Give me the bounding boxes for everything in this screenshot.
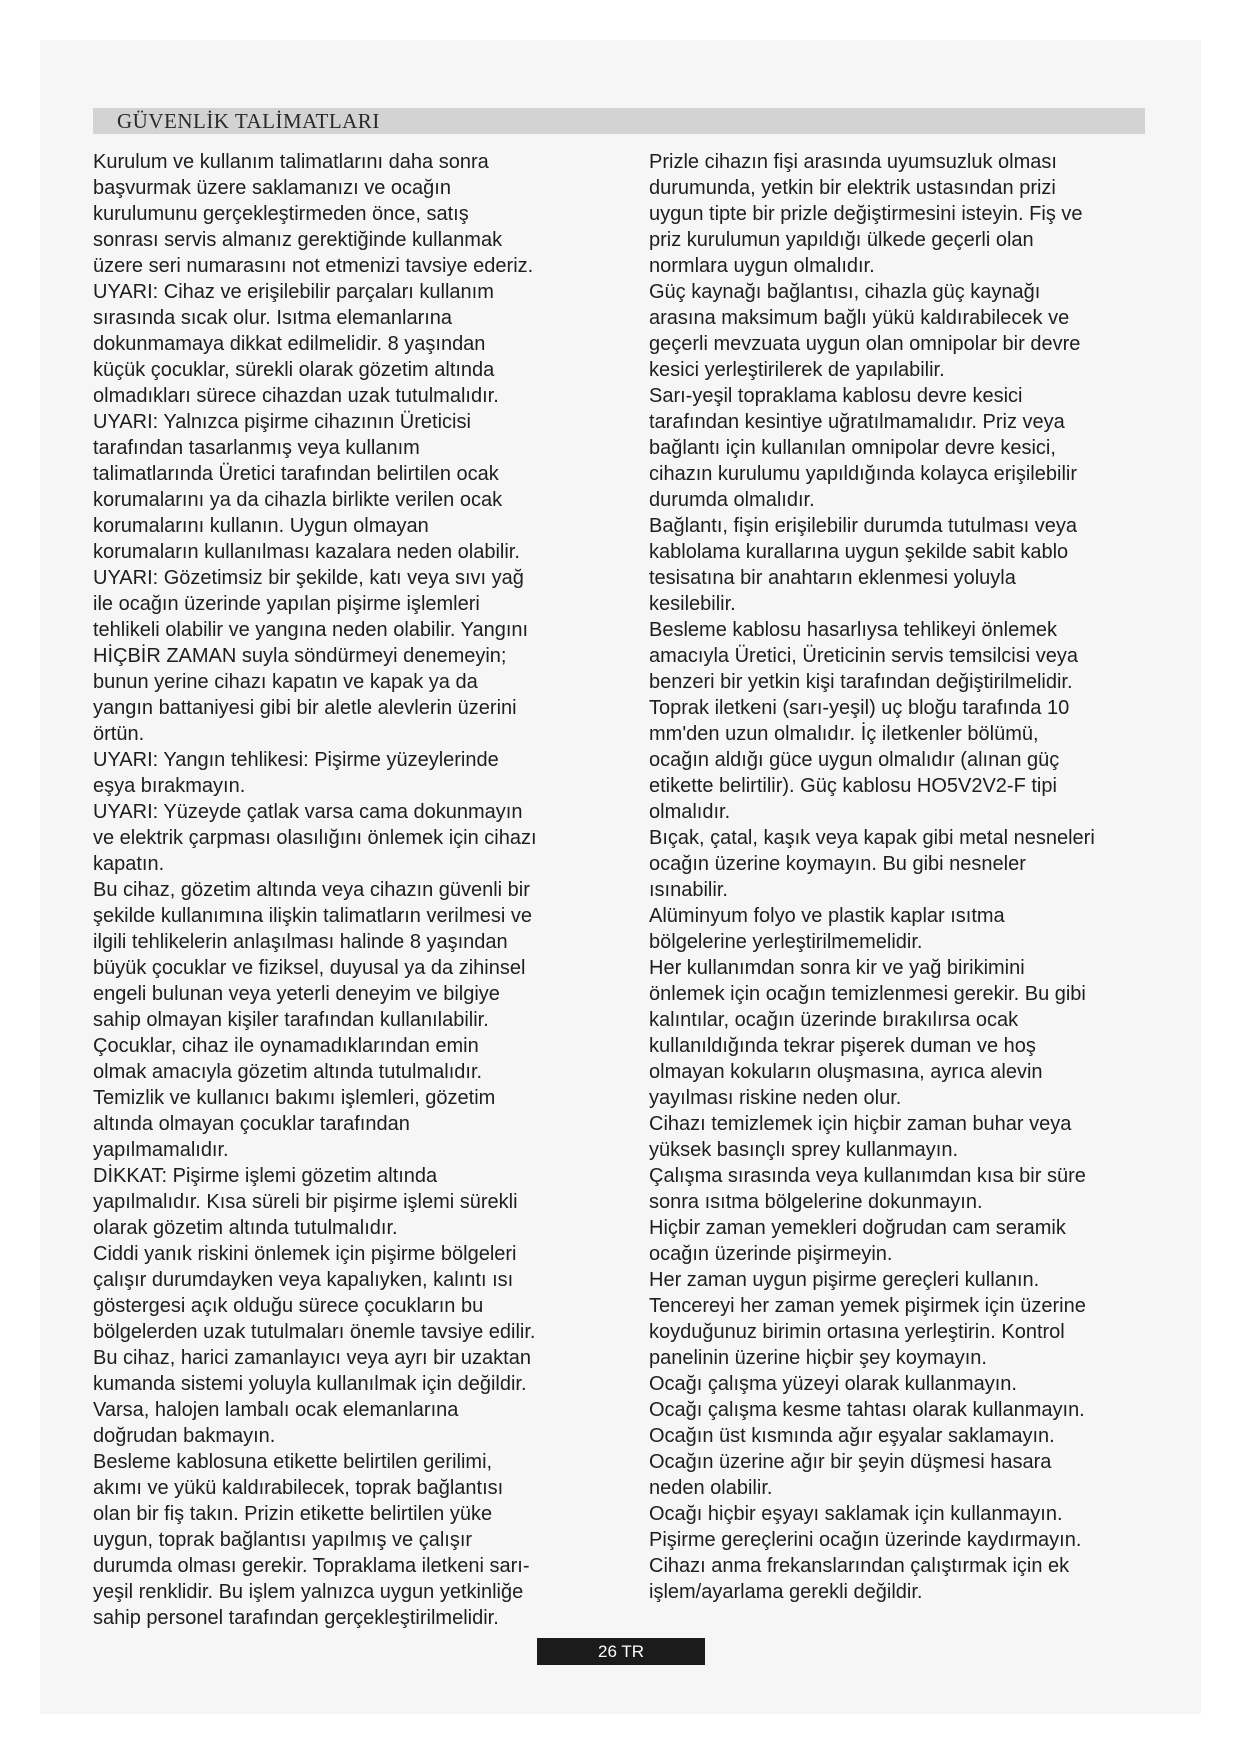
text-line: olmayan kokuların oluşmasına, ayrıca alevin bbox=[649, 1061, 1043, 1083]
text-line: örtün. bbox=[93, 723, 145, 745]
text-line: Pişirme gereçlerini ocağın üzerinde kaydırmayın. bbox=[649, 1529, 1082, 1551]
text-line: kesilebilir. bbox=[649, 593, 736, 615]
text-line: kurulumunu gerçekleştirmeden önce, satış bbox=[93, 203, 469, 225]
text-line: uygun, toprak bağlantısı yapılmış ve çalışır bbox=[93, 1529, 473, 1551]
text-line: eşya bırakmayın. bbox=[93, 775, 246, 797]
text-line: mm'den uzun olmalıdır. İç iletkenler bölümü, bbox=[649, 723, 1039, 745]
text-line: akımı ve yükü kaldırabilecek, toprak bağlantısı bbox=[93, 1477, 504, 1499]
text-line: Ciddi yanık riskini önlemek için pişirme bölgeleri bbox=[93, 1243, 517, 1265]
text-line: bölgelerine yerleştirilmemelidir. bbox=[649, 931, 923, 953]
text-line: kullanıldığında tekrar pişerek duman ve hoş bbox=[649, 1035, 1036, 1057]
text-line: Güç kaynağı bağlantısı, cihazla güç kaynağı bbox=[649, 281, 1041, 303]
text-line: Cihazı temizlemek için hiçbir zaman buhar veya bbox=[649, 1113, 1072, 1135]
text-line: Prizle cihazın fişi arasında uyumsuzluk olması bbox=[649, 151, 1057, 173]
section-title: GÜVENLİK TALİMATLARI bbox=[117, 109, 380, 133]
text-line: etikette belirtilir). Güç kablosu HO5V2V2-F tipi bbox=[649, 775, 1057, 797]
text-line: ocağın aldığı güce uygun olmalıdır (alınan güç bbox=[649, 749, 1060, 771]
text-line: engeli bulunan veya yeterli deneyim ve bilgiye bbox=[93, 983, 500, 1005]
text-line: yeşil renklidir. Bu işlem yalnızca uygun yetkinliğe bbox=[93, 1581, 524, 1603]
text-line: amacıyla Üretici, Üreticinin servis temsilcisi veya bbox=[649, 645, 1078, 667]
text-line: yapılmamalıdır. bbox=[93, 1139, 229, 1161]
text-line: ocağın üzerinde pişirmeyin. bbox=[649, 1243, 893, 1265]
text-line: olan bir fiş takın. Prizin etikette belirtilen yüke bbox=[93, 1503, 493, 1525]
text-line: göstergesi açık olduğu sürece çocukların bu bbox=[93, 1295, 484, 1317]
text-line: büyük çocuklar ve fiziksel, duyusal ya da zihinsel bbox=[93, 957, 526, 979]
text-line: olarak gözetim altında tutulmalıdır. bbox=[93, 1217, 398, 1239]
text-line: altında olmayan çocuklar tarafından bbox=[93, 1113, 410, 1135]
text-line: Ocağı çalışma yüzeyi olarak kullanmayın. bbox=[649, 1373, 1017, 1395]
text-line: panelinin üzerine hiçbir şey koymayın. bbox=[649, 1347, 987, 1369]
text-line: Kurulum ve kullanım talimatlarını daha sonra bbox=[93, 151, 489, 173]
text-line: Çalışma sırasında veya kullanımdan kısa bir süre bbox=[649, 1165, 1086, 1187]
text-line: Bu cihaz, gözetim altında veya cihazın güvenli bir bbox=[93, 879, 530, 901]
text-line: benzeri bir yetkin kişi tarafından değiştirilmelidir. bbox=[649, 671, 1073, 693]
text-line: tehlikeli olabilir ve yangına neden olabilir. Yangını bbox=[93, 619, 529, 641]
text-line: UYARI: Yalnızca pişirme cihazının Üreticisi bbox=[93, 411, 471, 433]
text-line: sonra ısıtma bölgelerine dokunmayın. bbox=[649, 1191, 983, 1213]
text-line: Bağlantı, fişin erişilebilir durumda tutulması veya bbox=[649, 515, 1077, 537]
text-line: önlemek için ocağın temizlenmesi gerekir. Bu gibi bbox=[649, 983, 1086, 1005]
text-line: korumalarını ya da cihazla birlikte verilen ocak bbox=[93, 489, 503, 511]
text-line: Her kullanımdan sonra kir ve yağ birikimini bbox=[649, 957, 1025, 979]
text-line: Bu cihaz, harici zamanlayıcı veya ayrı bir uzaktan bbox=[93, 1347, 531, 1369]
text-line: sahip personel tarafından gerçekleştirilmelidir. bbox=[93, 1607, 499, 1629]
text-line: şekilde kullanımına ilişkin talimatların verilmesi ve bbox=[93, 905, 533, 927]
text-line: Cihazı anma frekanslarından çalıştırmak için ek bbox=[649, 1555, 1070, 1577]
text-line: ilgili tehlikelerin anlaşılması halinde 8 yaşından bbox=[93, 931, 508, 953]
text-line: UYARI: Yangın tehlikesi: Pişirme yüzeylerinde bbox=[93, 749, 499, 771]
text-line: Ocağın üst kısmında ağır eşyalar saklamayın. bbox=[649, 1425, 1055, 1447]
text-line: Toprak iletkeni (sarı-yeşil) uç bloğu tarafında 10 bbox=[649, 697, 1070, 719]
text-line: DİKKAT: Pişirme işlemi gözetim altında bbox=[93, 1165, 438, 1187]
text-line: geçerli mevzuata uygun olan omnipolar bir devre bbox=[649, 333, 1081, 355]
text-line: Varsa, halojen lambalı ocak elemanlarına bbox=[93, 1399, 459, 1421]
text-line: arasına maksimum bağlı yükü kaldırabilecek ve bbox=[649, 307, 1070, 329]
text-line: yayılması riskine neden olur. bbox=[649, 1087, 902, 1109]
text-line: sırasında sıcak olur. Isıtma elemanlarına bbox=[93, 307, 453, 329]
text-line: sahip olmayan kişiler tarafından kullanılabilir. bbox=[93, 1009, 489, 1031]
text-line: ısınabilir. bbox=[649, 879, 728, 901]
text-line: kalıntılar, ocağın üzerinde bırakılırsa ocak bbox=[649, 1009, 1019, 1031]
text-line: UYARI: Yüzeyde çatlak varsa cama dokunmayın bbox=[93, 801, 523, 823]
text-line: doğrudan bakmayın. bbox=[93, 1425, 276, 1447]
text-line: üzere seri numarasını not etmenizi tavsiye ederiz. bbox=[93, 255, 534, 277]
text-line: uygun tipte bir prizle değiştirmesini isteyin. Fiş ve bbox=[649, 203, 1083, 225]
text-line: Sarı-yeşil topraklama kablosu devre kesici bbox=[649, 385, 1023, 407]
text-line: Bıçak, çatal, kaşık veya kapak gibi metal nesneleri bbox=[649, 827, 1095, 849]
text-line: Çocuklar, cihaz ile oynamadıklarından emin bbox=[93, 1035, 479, 1057]
text-line: normlara uygun olmalıdır. bbox=[649, 255, 875, 277]
text-line: küçük çocuklar, sürekli olarak gözetim altında bbox=[93, 359, 495, 381]
text-line: bağlantı için kullanılan omnipolar devre kesici, bbox=[649, 437, 1056, 459]
text-line: ve elektrik çarpması olasılığını önlemek için cihazı bbox=[93, 827, 537, 849]
text-line: kesici yerleştirilerek de yapılabilir. bbox=[649, 359, 945, 381]
text-line: olmalıdır. bbox=[649, 801, 731, 823]
text-line: çalışır durumdayken veya kapalıyken, kalıntı ısı bbox=[93, 1269, 514, 1291]
text-line: Ocağın üzerine ağır bir şeyin düşmesi hasara bbox=[649, 1451, 1052, 1473]
page-number: 26 TR bbox=[537, 1638, 705, 1665]
text-line: Besleme kablosu hasarlıysa tehlikeyi önlemek bbox=[649, 619, 1057, 641]
text-line: kumanda sistemi yoluyla kullanılmak için değildir. bbox=[93, 1373, 527, 1395]
text-line: tesisatına bir anahtarın eklenmesi yoluyla bbox=[649, 567, 1016, 589]
text-line: durumda olmalıdır. bbox=[649, 489, 815, 511]
text-line: neden olabilir. bbox=[649, 1477, 773, 1499]
text-line: Her zaman uygun pişirme gereçleri kullanın. bbox=[649, 1269, 1040, 1291]
text-line: Hiçbir zaman yemekleri doğrudan cam seramik bbox=[649, 1217, 1066, 1239]
text-line: korumaların kullanılması kazalara neden olabilir. bbox=[93, 541, 520, 563]
text-line: işlem/ayarlama gerekli değildir. bbox=[649, 1581, 923, 1603]
text-line: koyduğunuz birimin ortasına yerleştirin. Kontrol bbox=[649, 1321, 1065, 1343]
text-line: bölgelerden uzak tutulmaları önemle tavsiye edilir. bbox=[93, 1321, 536, 1343]
text-line: korumalarını kullanın. Uygun olmayan bbox=[93, 515, 429, 537]
text-line: kablolama kurallarına uygun şekilde sabit kablo bbox=[649, 541, 1069, 563]
left-text-column bbox=[93, 149, 610, 1631]
text-line: sonrası servis almanız gerektiğinde kullanmak bbox=[93, 229, 503, 251]
text-line: cihazın kurulumu yapıldığında kolayca erişilebilir bbox=[649, 463, 1077, 485]
text-line: yapılmalıdır. Kısa süreli bir pişirme işlemi sürekli bbox=[93, 1191, 518, 1213]
text-line: tarafından kesintiye uğratılmamalıdır. Priz veya bbox=[649, 411, 1065, 433]
text-line: ile ocağın üzerinde yapılan pişirme işlemleri bbox=[93, 593, 480, 615]
text-line: olmadıkları sürece cihazdan uzak tutulmalıdır. bbox=[93, 385, 499, 407]
text-line: Ocağı çalışma kesme tahtası olarak kullanmayın. bbox=[649, 1399, 1085, 1421]
text-line: priz kurulumun yapıldığı ülkede geçerli olan bbox=[649, 229, 1034, 251]
text-line: başvurmak üzere saklamanızı ve ocağın bbox=[93, 177, 451, 199]
right-text-column bbox=[649, 149, 1165, 1605]
text-line: durumda olması gerekir. Topraklama iletkeni sarı- bbox=[93, 1555, 530, 1577]
text-line: tarafından tasarlanmış veya kullanım bbox=[93, 437, 420, 459]
text-line: talimatlarında Üretici tarafından belirtilen ocak bbox=[93, 463, 499, 485]
text-line: HİÇBİR ZAMAN suyla söndürmeyi denemeyin; bbox=[93, 645, 507, 667]
text-line: dokunmamaya dikkat edilmelidir. 8 yaşından bbox=[93, 333, 486, 355]
text-line: Ocağı hiçbir eşyayı saklamak için kullanmayın. bbox=[649, 1503, 1063, 1525]
text-line: durumunda, yetkin bir elektrik ustasından prizi bbox=[649, 177, 1056, 199]
text-line: bunun yerine cihazı kapatın ve kapak ya da bbox=[93, 671, 478, 693]
text-line: UYARI: Cihaz ve erişilebilir parçaları kullanım bbox=[93, 281, 494, 303]
text-line: olmak amacıyla gözetim altında tutulmalıdır. bbox=[93, 1061, 483, 1083]
text-line: yüksek basınçlı sprey kullanmayın. bbox=[649, 1139, 959, 1161]
text-line: kapatın. bbox=[93, 853, 165, 875]
text-line: Alüminyum folyo ve plastik kaplar ısıtma bbox=[649, 905, 1005, 927]
text-line: ocağın üzerine koymayın. Bu gibi nesneler bbox=[649, 853, 1026, 875]
section-header-bar bbox=[93, 108, 1145, 134]
text-line: yangın battaniyesi gibi bir aletle alevlerin üzerini bbox=[93, 697, 517, 719]
text-line: Tencereyi her zaman yemek pişirmek için üzerine bbox=[649, 1295, 1086, 1317]
text-line: UYARI: Gözetimsiz bir şekilde, katı veya sıvı yağ bbox=[93, 567, 524, 589]
text-line: Temizlik ve kullanıcı bakımı işlemleri, gözetim bbox=[93, 1087, 496, 1109]
text-line: Besleme kablosuna etikette belirtilen gerilimi, bbox=[93, 1451, 493, 1473]
